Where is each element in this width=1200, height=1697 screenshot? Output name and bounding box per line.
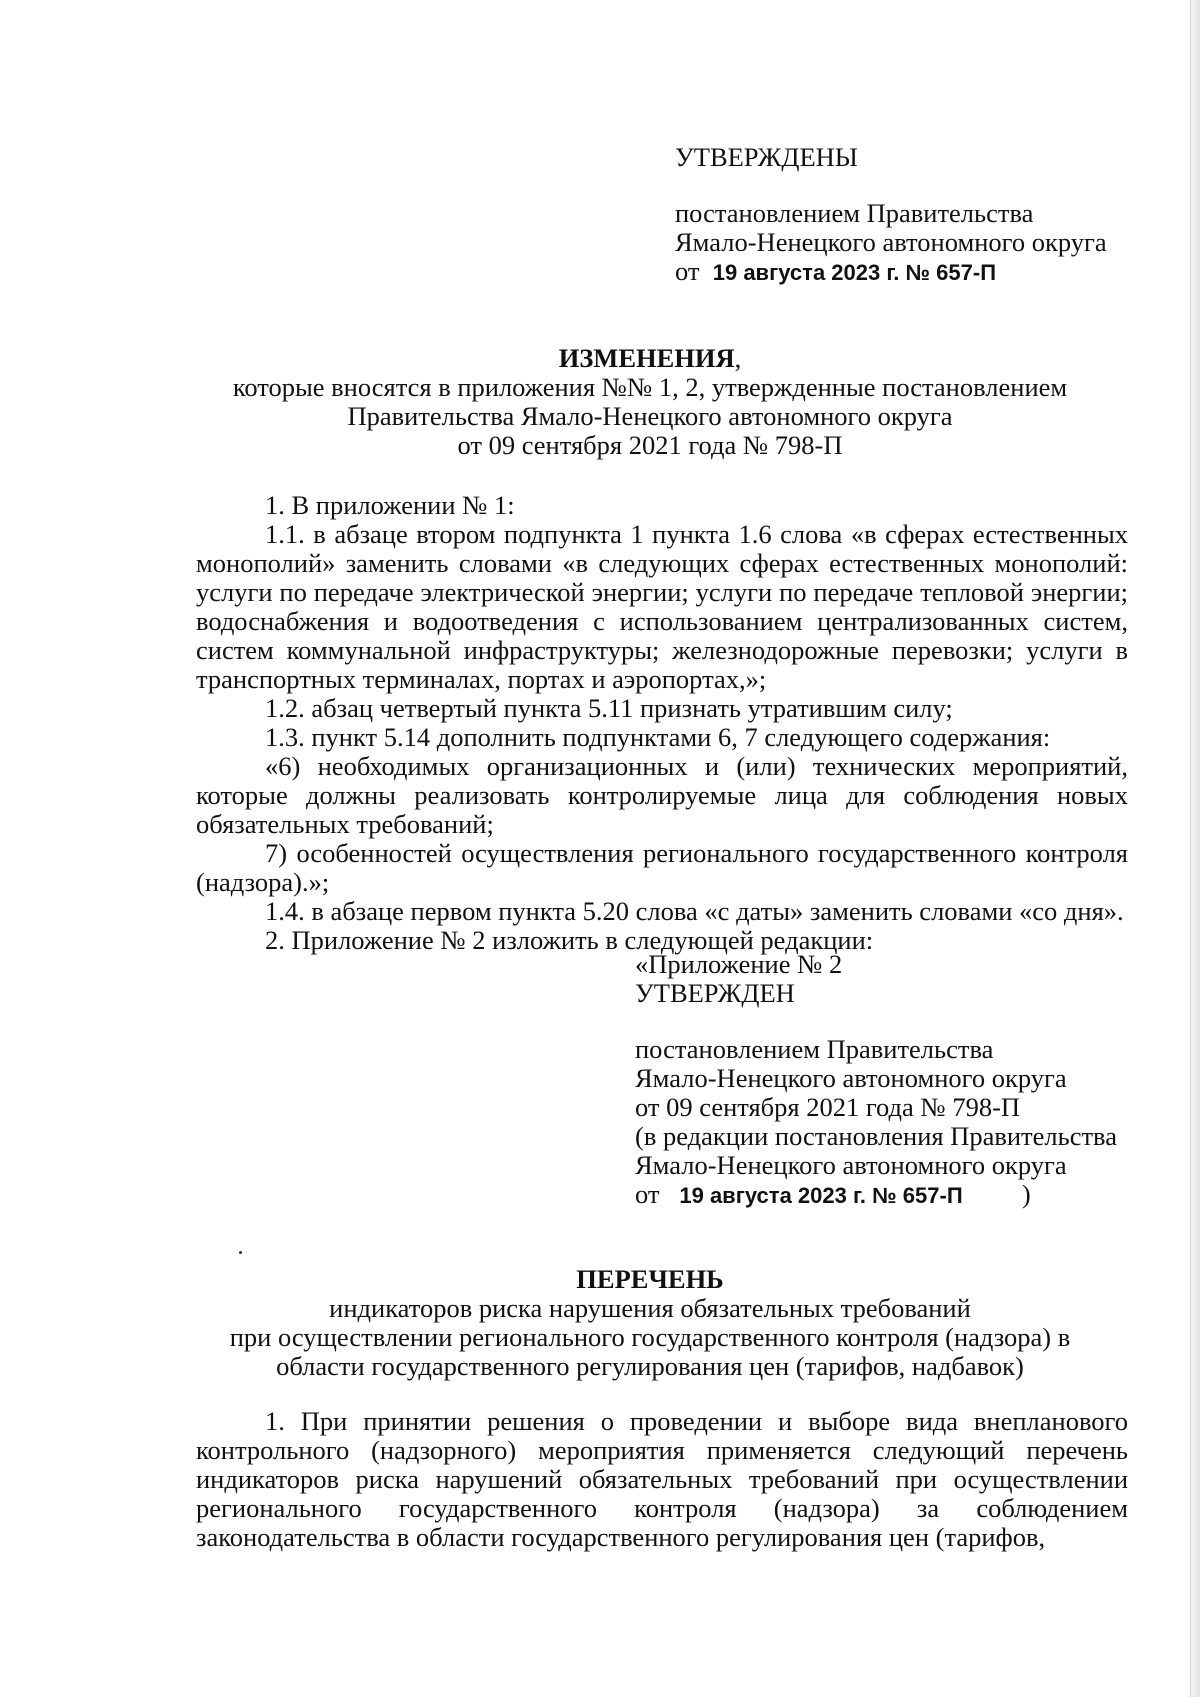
- changes-subtitle-line: которые вносятся в приложения №№ 1, 2, утвержденные постановлением: [232, 372, 1068, 402]
- appendix2-line: (в редакции постановления Правительства: [635, 1121, 1117, 1151]
- paragraph: 1.3. пункт 5.14 дополнить подпунктами 6, 7 следующего содержания:: [265, 722, 1051, 752]
- list-title-block: [195, 1265, 1105, 1381]
- appendix2-date-line: [635, 1180, 1155, 1210]
- appendix2-closing-paren: ): [1021, 1179, 1031, 1209]
- list-subtitle-line: области государственного регулирования цен (тарифов, надбавок): [276, 1351, 1024, 1381]
- appendix2-heading: УТВЕРЖДЕН: [635, 978, 795, 1008]
- list-subtitle-line: при осуществлении регионального государственного контроля (надзора) в: [229, 1322, 1071, 1352]
- list-heading: ПЕРЕЧЕНЬ: [576, 1264, 724, 1294]
- list-body: [196, 1407, 1128, 1552]
- page-edge: [1190, 0, 1200, 1697]
- appendix2-line: «Приложение № 2: [635, 949, 843, 979]
- paragraph: 1. При принятии решения о проведении и выборе вида внепланового контрольного (надзорного) мероприятия применяется следующий перечень индикаторов риска нарушений обязательных требований при осуществлении регионального государственного контроля (надзора) за соблюдением законодательства в области государственного регулирования цен (тарифов,: [196, 1406, 1128, 1552]
- changes-heading: ИЗМЕНЕНИЯ,: [558, 343, 742, 373]
- approval-block: [675, 143, 1145, 287]
- changes-subtitle-line: от 09 сентября 2021 года № 798-П: [457, 430, 843, 460]
- appendix2-line: Ямало-Ненецкого автономного округа: [635, 1063, 1067, 1093]
- paragraph: 7) особенностей осуществления регионального государственного контроля (надзора).»;: [196, 838, 1128, 897]
- scan-dot: [239, 1251, 242, 1254]
- list-subtitle-line: индикаторов риска нарушения обязательных требований: [329, 1293, 971, 1323]
- approval-line: Ямало-Ненецкого автономного округа: [675, 227, 1107, 257]
- approval-heading: УТВЕРЖДЕНЫ: [675, 142, 858, 172]
- appendix2-date-value: 19 августа 2023 г. № 657-П: [679, 1183, 963, 1208]
- appendix2-date-prefix: от: [635, 1179, 660, 1209]
- changes-subtitle-line: Правительства Ямало-Ненецкого автономного округа: [347, 401, 953, 431]
- paragraph: 1.4. в абзаце первом пункта 5.20 слова «с даты» заменить словами «со дня».: [265, 896, 1124, 926]
- appendix2-line: Ямало-Ненецкого автономного округа: [635, 1150, 1067, 1180]
- appendix2-line: от 09 сентября 2021 года № 798-П: [635, 1092, 1021, 1122]
- paragraph: 1.2. абзац четвертый пункта 5.11 признать утратившим силу;: [265, 693, 953, 723]
- paragraph: 1.1. в абзаце втором подпункта 1 пункта 1.6 слова «в сферах естественных монополий» заменить словами «в следующих сферах естественных монополий: услуги по передаче электрической энергии; услуги по передаче тепловой энергии; водоснабжения и водоотведения с использованием централизованных систем, систем коммунальной инфраструктуры; железнодорожные перевозки; услуги в транспортных терминалах, портах и аэропортах,»;: [196, 519, 1128, 694]
- approval-date-prefix: от: [675, 256, 700, 286]
- appendix2-approval-block: [635, 950, 1155, 1210]
- changes-body: [196, 491, 1128, 955]
- approval-line: постановлением Правительства: [675, 198, 1034, 228]
- paragraph: 1. В приложении № 1:: [265, 490, 515, 520]
- paragraph: «6) необходимых организационных и (или) технических мероприятий, которые должны реализовать контролируемые лица для соблюдения новых обязательных требований;: [196, 751, 1128, 839]
- appendix2-line: постановлением Правительства: [635, 1034, 994, 1064]
- approval-date-value: 19 августа 2023 г. № 657-П: [712, 260, 997, 285]
- paragraph: 2. Приложение № 2 изложить в следующей редакции:: [265, 925, 874, 955]
- approval-date-line: [675, 257, 1145, 287]
- changes-title-block: [195, 344, 1105, 460]
